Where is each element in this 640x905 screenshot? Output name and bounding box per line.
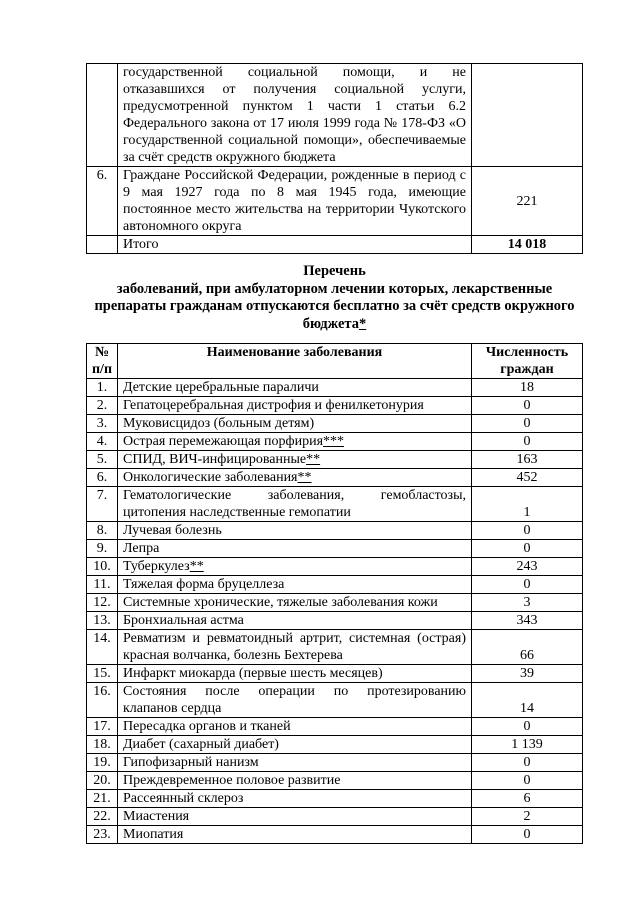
beneficiaries-table bbox=[86, 63, 583, 254]
disease-name-text: Бронхиальная астма bbox=[123, 613, 244, 628]
count-cell: 221 bbox=[472, 167, 583, 236]
disease-name bbox=[118, 790, 472, 808]
total-value: 14 018 bbox=[472, 236, 583, 254]
table-row bbox=[87, 540, 583, 558]
table-row bbox=[87, 451, 583, 469]
table-row bbox=[87, 630, 583, 665]
patient-count: 0 bbox=[472, 522, 583, 540]
patient-count: 0 bbox=[472, 772, 583, 790]
disease-name bbox=[118, 808, 472, 826]
disease-name-text: Гепатоцеребральная дистрофия и фенилкетонурия bbox=[123, 398, 424, 413]
row-number: 22. bbox=[87, 808, 118, 826]
table-row bbox=[87, 433, 583, 451]
disease-name bbox=[118, 379, 472, 397]
patient-count: 0 bbox=[472, 433, 583, 451]
row-number: 9. bbox=[87, 540, 118, 558]
category-description-cell bbox=[118, 167, 472, 236]
row-number: 18. bbox=[87, 736, 118, 754]
description-line: государственной социальной помощи», обеспечиваемые bbox=[123, 133, 466, 148]
header-line: граждан bbox=[500, 362, 554, 377]
column-header-disease: Наименование заболевания bbox=[118, 344, 472, 379]
disease-name-line: Ревматизм и ревматоидный артрит, системная (острая) bbox=[123, 631, 466, 646]
disease-name bbox=[118, 558, 472, 576]
table-row bbox=[87, 594, 583, 612]
description-line: Граждане Российской Федерации, рожденные в период с bbox=[123, 168, 466, 183]
patient-count: 18 bbox=[472, 379, 583, 397]
row-number: 3. bbox=[87, 415, 118, 433]
disease-name-line: красная волчанка, болезнь Бехтерева bbox=[123, 648, 343, 663]
disease-name-line: Состояния после операции по протезированию bbox=[123, 684, 466, 699]
disease-name-text: Тяжелая форма бруцеллеза bbox=[123, 577, 285, 592]
disease-name-text: Детские церебральные параличи bbox=[123, 380, 319, 395]
patient-count: 3 bbox=[472, 594, 583, 612]
category-description-cell bbox=[118, 64, 472, 167]
disease-name bbox=[118, 433, 472, 451]
patient-count: 66 bbox=[472, 630, 583, 665]
table-row bbox=[87, 487, 583, 522]
disease-name-text: Рассеянный склероз bbox=[123, 791, 244, 806]
disease-name bbox=[118, 397, 472, 415]
disease-name bbox=[118, 487, 472, 522]
patient-count: 343 bbox=[472, 612, 583, 630]
patient-count: 452 bbox=[472, 469, 583, 487]
disease-name-text: Туберкулез bbox=[123, 559, 190, 574]
patient-count: 2 bbox=[472, 808, 583, 826]
table-row bbox=[87, 718, 583, 736]
disease-name bbox=[118, 522, 472, 540]
disease-name-text: Муковисцидоз (больным детям) bbox=[123, 416, 315, 431]
disease-name-text: Гипофизарный нанизм bbox=[123, 755, 259, 770]
footnote-link[interactable]: ** bbox=[306, 452, 321, 467]
section-title-text: бюджета bbox=[302, 315, 359, 332]
disease-name bbox=[118, 576, 472, 594]
description-line: Федерального закона от 17 июля 1999 года № 178-ФЗ «О bbox=[123, 116, 466, 131]
description-line: автономного округа bbox=[123, 219, 242, 234]
disease-name-text: Преждевременное половое развитие bbox=[123, 773, 341, 788]
table-row bbox=[87, 397, 583, 415]
table-row bbox=[87, 826, 583, 844]
row-number: 7. bbox=[87, 487, 118, 522]
row-number: 6. bbox=[87, 469, 118, 487]
row-number: 21. bbox=[87, 790, 118, 808]
row-number-cell bbox=[87, 236, 118, 254]
total-row bbox=[87, 236, 583, 254]
patient-count: 14 bbox=[472, 683, 583, 718]
patient-count: 0 bbox=[472, 754, 583, 772]
row-number: 14. bbox=[87, 630, 118, 665]
patient-count: 0 bbox=[472, 415, 583, 433]
row-number: 8. bbox=[87, 522, 118, 540]
table-row bbox=[87, 665, 583, 683]
patient-count: 243 bbox=[472, 558, 583, 576]
row-number: 4. bbox=[87, 433, 118, 451]
table-row bbox=[87, 167, 583, 236]
description-line: отказавшихся от получения социальной услуги, bbox=[123, 82, 466, 97]
disease-name-text: Миопатия bbox=[123, 827, 184, 842]
row-number: 10. bbox=[87, 558, 118, 576]
disease-name-text: Лучевая болезнь bbox=[123, 523, 222, 538]
patient-count: 39 bbox=[472, 665, 583, 683]
row-number: 5. bbox=[87, 451, 118, 469]
header-line: № bbox=[94, 345, 110, 360]
row-number-cell bbox=[87, 64, 118, 167]
footnote-link[interactable]: ** bbox=[189, 559, 204, 574]
disease-name bbox=[118, 451, 472, 469]
row-number: 12. bbox=[87, 594, 118, 612]
diseases-table bbox=[86, 343, 583, 844]
table-row bbox=[87, 379, 583, 397]
table-row bbox=[87, 736, 583, 754]
disease-name-text: Системные хронические, тяжелые заболевания кожи bbox=[123, 595, 438, 610]
table-row bbox=[87, 469, 583, 487]
row-number: 19. bbox=[87, 754, 118, 772]
disease-name-text: Острая перемежающая порфирия bbox=[123, 434, 324, 449]
footnote-link[interactable]: * bbox=[358, 315, 367, 332]
table-row bbox=[87, 772, 583, 790]
table-row bbox=[87, 612, 583, 630]
description-line: за счёт средств окружного бюджета bbox=[123, 150, 336, 165]
section-title-line: Перечень bbox=[303, 263, 366, 279]
row-number: 11. bbox=[87, 576, 118, 594]
row-number: 23. bbox=[87, 826, 118, 844]
table-row bbox=[87, 522, 583, 540]
patient-count: 1 bbox=[472, 487, 583, 522]
header-line: Численность bbox=[485, 345, 569, 360]
disease-name bbox=[118, 540, 472, 558]
table-row bbox=[87, 558, 583, 576]
column-header-number bbox=[87, 344, 118, 379]
table-row bbox=[87, 64, 583, 167]
description-line: государственной социальной помощи, и не bbox=[123, 65, 466, 80]
disease-name bbox=[118, 612, 472, 630]
disease-name-text: Онкологические заболевания bbox=[123, 470, 298, 485]
disease-name-text: Лепра bbox=[123, 541, 160, 556]
table-row bbox=[87, 790, 583, 808]
section-title-line bbox=[86, 316, 583, 334]
disease-name bbox=[118, 665, 472, 683]
table-row bbox=[87, 808, 583, 826]
table-header-row bbox=[87, 344, 583, 379]
section-title bbox=[86, 263, 583, 333]
row-number: 20. bbox=[87, 772, 118, 790]
disease-name bbox=[118, 718, 472, 736]
row-number: 1. bbox=[87, 379, 118, 397]
description-line: предусмотренной пунктом 1 части 1 статьи 6.2 bbox=[123, 99, 466, 114]
disease-name bbox=[118, 772, 472, 790]
disease-name-line: клапанов сердца bbox=[123, 701, 222, 716]
disease-name bbox=[118, 594, 472, 612]
patient-count: 0 bbox=[472, 718, 583, 736]
disease-name bbox=[118, 469, 472, 487]
row-number: 2. bbox=[87, 397, 118, 415]
row-number-cell: 6. bbox=[87, 167, 118, 236]
column-header-count bbox=[472, 344, 583, 379]
row-number: 13. bbox=[87, 612, 118, 630]
disease-name-text: СПИД, ВИЧ-инфицированные bbox=[123, 452, 307, 467]
disease-name bbox=[118, 630, 472, 665]
table-row bbox=[87, 415, 583, 433]
description-line: постоянное место жительства на территории Чукотского bbox=[123, 202, 466, 217]
disease-name-line: цитопения наследственные гемопатии bbox=[123, 505, 351, 520]
row-number: 17. bbox=[87, 718, 118, 736]
section-title-line: препараты гражданам отпускаются бесплатно за счёт средств окружного bbox=[94, 298, 575, 314]
patient-count: 0 bbox=[472, 576, 583, 594]
disease-name bbox=[118, 826, 472, 844]
disease-name-text: Миастения bbox=[123, 809, 190, 824]
patient-count: 163 bbox=[472, 451, 583, 469]
patient-count: 6 bbox=[472, 790, 583, 808]
disease-name-text: Диабет (сахарный диабет) bbox=[123, 737, 279, 752]
footnote-link[interactable]: ** bbox=[297, 470, 312, 485]
patient-count: 0 bbox=[472, 397, 583, 415]
patient-count: 1 139 bbox=[472, 736, 583, 754]
description-line: 9 мая 1927 года по 8 мая 1945 года, имеющие bbox=[123, 185, 466, 200]
row-number: 16. bbox=[87, 683, 118, 718]
table-row bbox=[87, 754, 583, 772]
patient-count: 0 bbox=[472, 540, 583, 558]
disease-name bbox=[118, 736, 472, 754]
patient-count: 0 bbox=[472, 826, 583, 844]
row-number: 15. bbox=[87, 665, 118, 683]
disease-name-line: Гематологические заболевания, гемобластозы, bbox=[123, 488, 466, 503]
disease-name-text: Инфаркт миокарда (первые шесть месяцев) bbox=[123, 666, 383, 681]
table-row bbox=[87, 576, 583, 594]
disease-name bbox=[118, 683, 472, 718]
table-row bbox=[87, 683, 583, 718]
disease-name bbox=[118, 415, 472, 433]
total-label: Итого bbox=[118, 236, 472, 254]
header-line: п/п bbox=[91, 362, 113, 377]
disease-name-text: Пересадка органов и тканей bbox=[123, 719, 291, 734]
count-cell bbox=[472, 64, 583, 167]
disease-name bbox=[118, 754, 472, 772]
section-title-line: заболеваний, при амбулаторном лечении которых, лекарственные bbox=[116, 280, 553, 297]
footnote-link[interactable]: *** bbox=[323, 434, 345, 449]
